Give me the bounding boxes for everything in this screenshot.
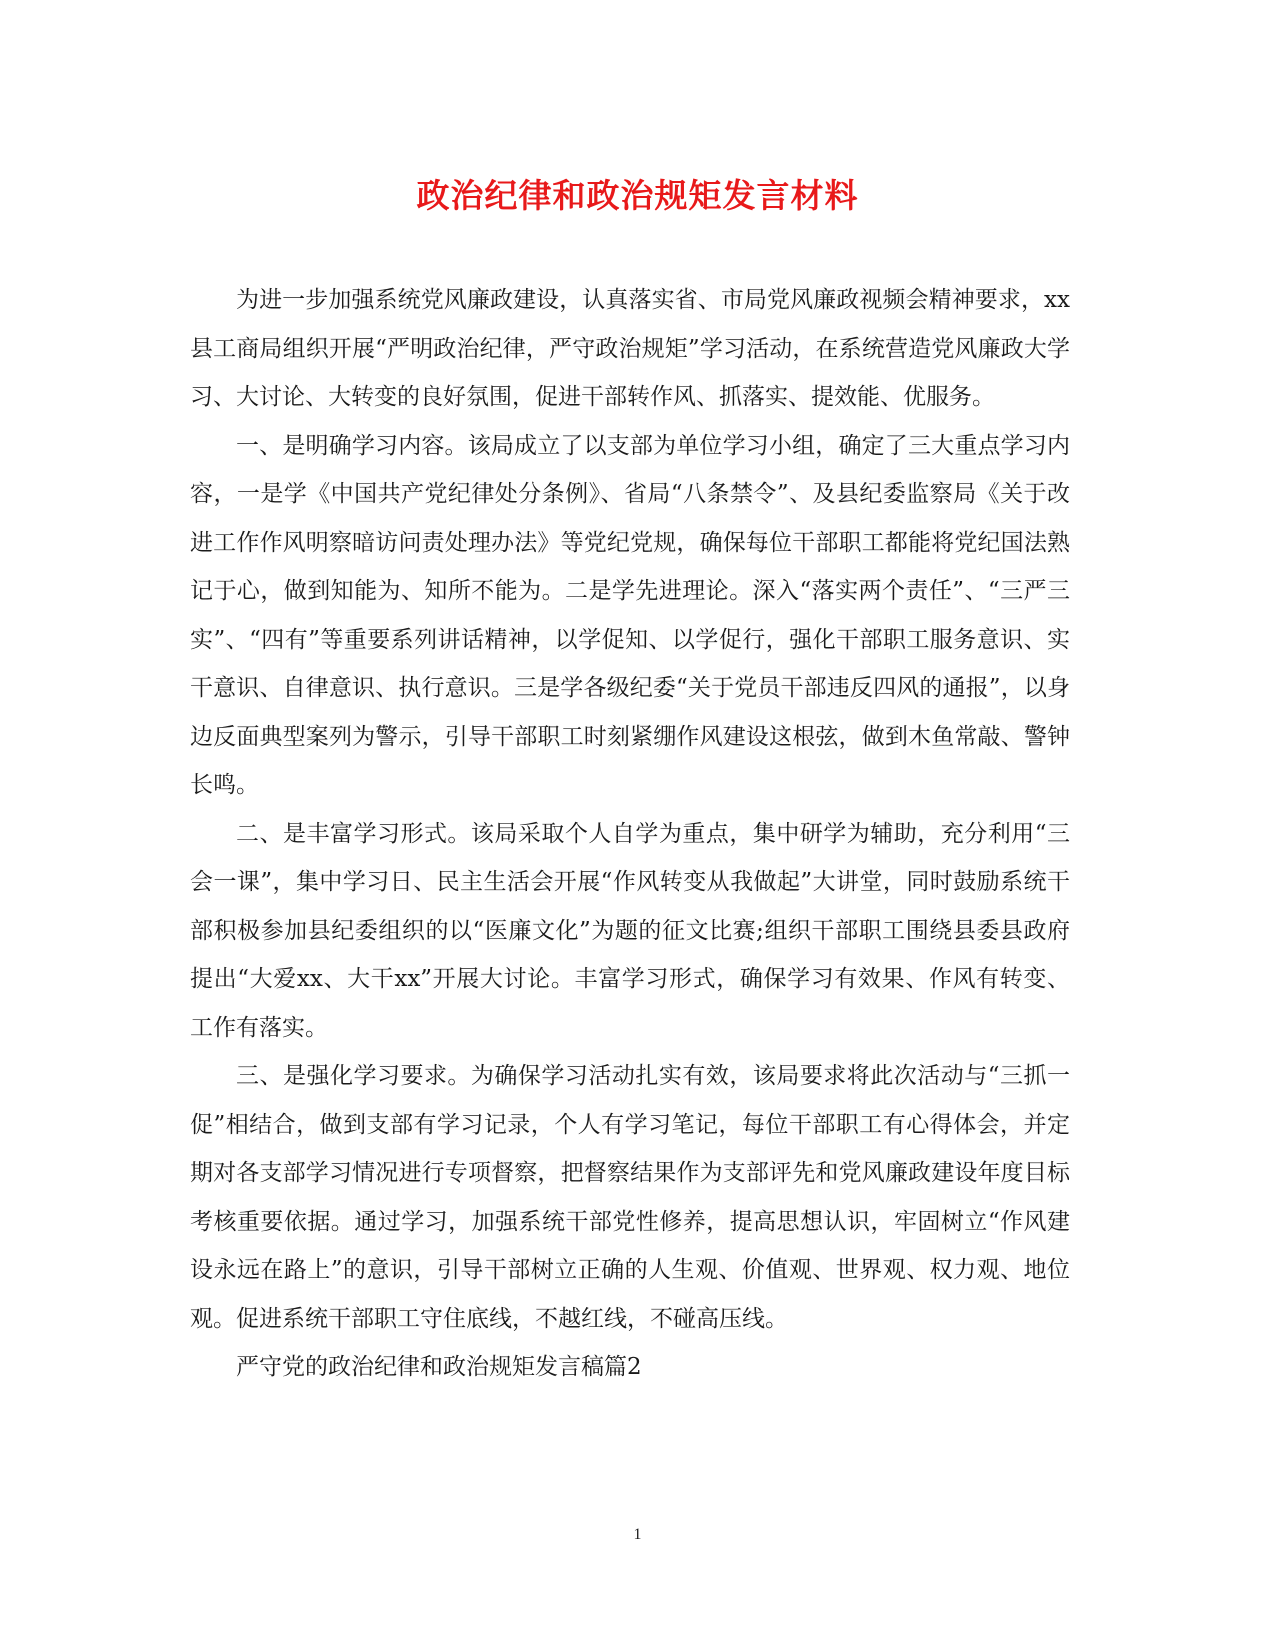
page-number: 1 [633, 1526, 642, 1543]
paragraph-section-2: 二、是丰富学习形式。该局采取个人自学为重点，集中研学为辅助，充分利用“三会一课”，集中学习日、民主生活会开展“作风转变从我做起”大讲堂，同时鼓励系统干部积极参加县纪委组织的以“医廉文化”为题的征文比赛;组织干部职工围绕县委县政府提出“大爱xx、大干xx”开展大讨论。丰富学习形式，确保学习有效果、作风有转变、工作有落实。 [190, 820, 1070, 1041]
document-title: 政治纪律和政治规矩发言材料 [416, 176, 859, 215]
paragraph-section-1: 一、是明确学习内容。该局成立了以支部为单位学习小组，确定了三大重点学习内容，一是学《中国共产党纪律处分条例》、省局“八条禁令”、及县纪委监察局《关于改进工作作风明察暗访问责处理办法》等党纪党规，确保每位干部职工都能将党纪国法熟记于心，做到知能为、知所不能为。二是学先进理论。深入“落实两个责任”、“三严三实”、“四有”等重要系列讲话精神，以学促知、以学促行，强化干部职工服务意识、实干意识、自律意识、执行意识。三是学各级纪委“关于党员干部违反四风的通报”，以身边反面典型案列为警示，引导干部职工时刻紧绷作风建设这根弦，做到木鱼常敲、警钟长鸣。 [190, 432, 1070, 798]
paragraph-section-3: 三、是强化学习要求。为确保学习活动扎实有效，该局要求将此次活动与“三抓一促”相结合，做到支部有学习记录，个人有学习笔记，每位干部职工有心得体会，并定期对各支部学习情况进行专项督察，把督察结果作为支部评先和党风廉政建设年度目标考核重要依据。通过学习，加强系统干部党性修养，提高思想认识，牢固树立“作风建设永远在路上”的意识，引导干部树立正确的人生观、价值观、世界观、权力观、地位观。促进系统干部职工守住底线，不越红线，不碰高压线。 [190, 1063, 1070, 1332]
document-body [190, 276, 1070, 1392]
paragraph-next-title: 严守党的政治纪律和政治规矩发言稿篇2 [236, 1354, 642, 1380]
paragraph-intro: 为进一步加强系统党风廉政建设，认真落实省、市局党风廉政视频会精神要求，xx县工商局组织开展“严明政治纪律，严守政治规矩”学习活动，在系统营造党风廉政大学习、大讨论、大转变的良好氛围，促进干部转作风、抓落实、提效能、优服务。 [190, 287, 1070, 410]
